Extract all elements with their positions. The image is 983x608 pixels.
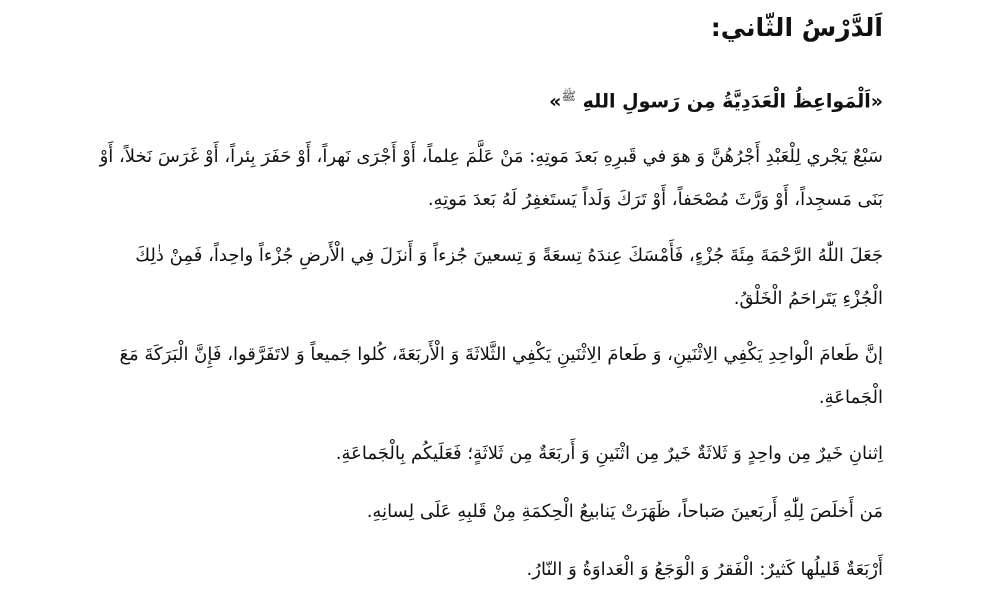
hadith-paragraph-2: جَعَلَ اللّٰهُ الرَّحْمَةَ مِئَةَ جُزْءٍ، فَأَمْسَكَ عِندَهُ تِسعَةً وَ تِسعينَ جُزءاً وَ أَنزَلَ فِي الْأَرضِ جُزْءاً واحِداً، فَمِنْ ذٰلِكَ الْجُزْءِ يَتَراحَمُ الْخَلْقُ. (135, 245, 883, 310)
hadith-paragraph-1: سَبْعٌ يَجْري لِلْعَبْدِ أَجْرُهُنَّ وَ هوَ في قَبرِهِ بَعدَ مَوتِهِ: مَنْ عَلَّمَ عِلماً، أَوْ أَجْرَى نَهراً، أَوْ حَفَرَ بِئراً، أَوْ غَرَسَ نَخلاً، أَوْ بَنَى مَسجِداً، أَوْ وَرَّثَ مُصْحَفاً، أَوْ تَرَكَ وَلَداً يَستَغفِرُ لَهُ بَعدَ مَوتِهِ. (99, 146, 883, 211)
honorific-symbol: ﷺ (561, 89, 576, 103)
hadith-paragraph-5: مَن أَخلَصَ لِلّٰهِ أَربَعينَ صَباحاً، ظَهَرَتْ يَنابيعُ الْحِكمَةِ مِنْ قَلبِهِ عَلَى لِسانِهِ. (366, 501, 883, 523)
hadith-paragraph-3: إنَّ طَعامَ الْواحِدِ يَكْفِي الِاثْنَينِ، وَ طَعامَ الِاثْنَينِ يَكْفِي الثَّلاثَةَ وَ الْأَربَعَةَ، كُلوا جَميعاً وَ لاتَفَرَّقوا، فَإِنَّ الْبَرَكَةَ مَعَ الْجَماعَةِ. (119, 344, 883, 409)
lesson-title: اَلدَّرْسُ الثّاني: (710, 13, 883, 42)
hadith-paragraph-6: أَرْبَعَةٌ قَليلُها كَثيرٌ: الْفَقرُ وَ الْوَجَعُ وَ الْعَداوَةُ وَ النّارُ. (526, 559, 883, 581)
lesson-subtitle (96, 81, 883, 116)
subtitle-close-quote: » (549, 90, 562, 113)
hadith-paragraph-4: اِثنانِ خَيرٌ مِن واحِدٍ وَ ثَلاثَةٌ خَيرٌ مِن اثْنَينِ وَ أَربَعَةٌ مِن ثَلاثَةٍ؛ فَعَلَيكُم بِالْجَماعَةِ. (335, 443, 883, 465)
subtitle-text: «اَلْمَواعِظُ الْعَدَدِيَّةُ مِن رَسولِ اللهِ (582, 90, 883, 113)
